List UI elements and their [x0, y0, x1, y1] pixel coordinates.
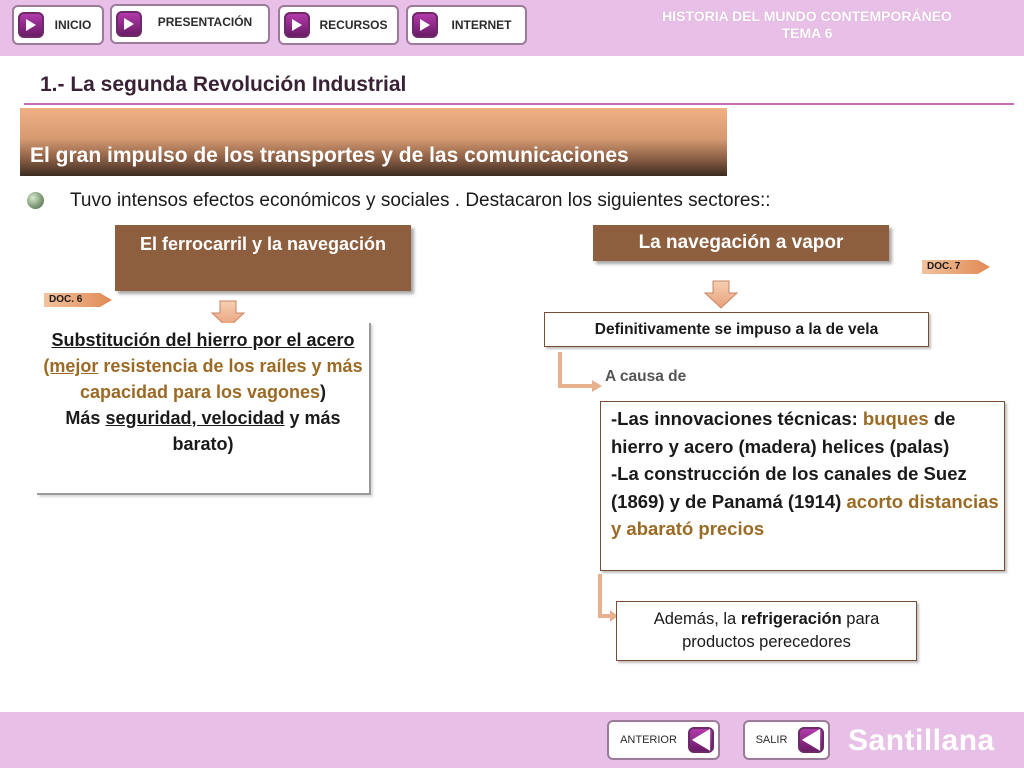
steel-substitution-text: Substitución del hierro por el acero	[51, 330, 355, 350]
dash: -	[611, 408, 618, 429]
doc-7-link[interactable]	[922, 258, 992, 276]
play-icon	[412, 12, 438, 38]
cheaper-text: y más barato)	[172, 408, 341, 454]
distances-text: acorto distancias y abarató precios	[611, 490, 999, 539]
bullet-icon	[27, 192, 44, 209]
play-icon	[284, 12, 310, 38]
nav-label-recursos: RECURSOS	[319, 18, 388, 32]
salir-button[interactable]	[743, 720, 830, 760]
mas-text: Más	[65, 408, 106, 428]
iron-steel-text: de hierro y acero (madera) helices (palas)	[611, 408, 956, 457]
nav-button-presentacion[interactable]	[110, 4, 270, 44]
intro-text: Tuvo intensos efectos económicos y sociales . Destacaron los siguientes sectores::	[70, 190, 771, 211]
closing-paren: )	[320, 382, 327, 402]
section-title: 1.- La segunda Revolución Industrial	[40, 73, 407, 96]
mejor-text: (mejor	[43, 356, 99, 376]
ferrocarril-content	[37, 323, 371, 495]
vela-conclusion: Definitivamente se impuso a la de vela	[544, 312, 929, 347]
safety-speed-text: seguridad, velocidad	[105, 408, 285, 428]
anterior-button[interactable]	[607, 720, 720, 760]
doc-7-label: DOC. 7	[927, 261, 961, 272]
ferrocarril-header: El ferrocarril y la navegación	[115, 225, 411, 291]
navegacion-header: La navegación a vapor	[593, 225, 889, 261]
nav-button-recursos[interactable]	[278, 5, 399, 45]
nav-label-inicio: INICIO	[54, 18, 92, 32]
nav-label-presentacion: PRESENTACIÓN	[157, 15, 253, 29]
buques-text: buques	[862, 408, 929, 429]
santillana-logo: Santillana	[848, 724, 995, 757]
doc-6-link[interactable]	[44, 291, 114, 309]
down-arrow-icon	[703, 280, 739, 310]
refrigeration-term: refrigeración	[740, 610, 842, 628]
nav-label-internet: INTERNET	[451, 18, 512, 32]
anterior-label: ANTERIOR	[620, 734, 677, 746]
doc-6-label: DOC. 6	[49, 294, 83, 305]
refrigeration-prefix: Además, la	[653, 610, 741, 628]
play-icon	[116, 11, 142, 37]
banner-text: El gran impulso de los transportes y de las comunicaciones	[30, 144, 629, 167]
back-arrow-icon	[798, 727, 824, 753]
a-causa-de-label: A causa de	[605, 368, 687, 385]
course-header	[632, 8, 982, 42]
back-arrow-icon	[688, 727, 714, 753]
refrigeration-suffix: para productos perecedores	[682, 610, 880, 651]
section-divider	[24, 103, 1014, 105]
refrigeration-note	[616, 601, 917, 661]
course-title: HISTORIA DEL MUNDO CONTEMPORÁNEO	[662, 8, 952, 24]
elbow-arrow-icon	[558, 350, 604, 396]
nav-button-inicio[interactable]	[12, 5, 104, 45]
topic-banner	[20, 108, 727, 176]
play-icon	[18, 12, 44, 38]
course-topic: TEMA 6	[781, 25, 833, 41]
nav-button-internet[interactable]	[406, 5, 527, 45]
innovations-content	[600, 401, 1005, 571]
canals-text: La construcción de los canales de Suez (1869) y de Panamá (1914)	[611, 463, 967, 512]
resistance-text: resistencia de los raíles y más capacidad para los vagones	[79, 356, 363, 402]
innovations-heading: Las innovaciones técnicas:	[617, 408, 863, 429]
dash: -	[611, 463, 618, 484]
salir-label: SALIR	[755, 734, 788, 746]
